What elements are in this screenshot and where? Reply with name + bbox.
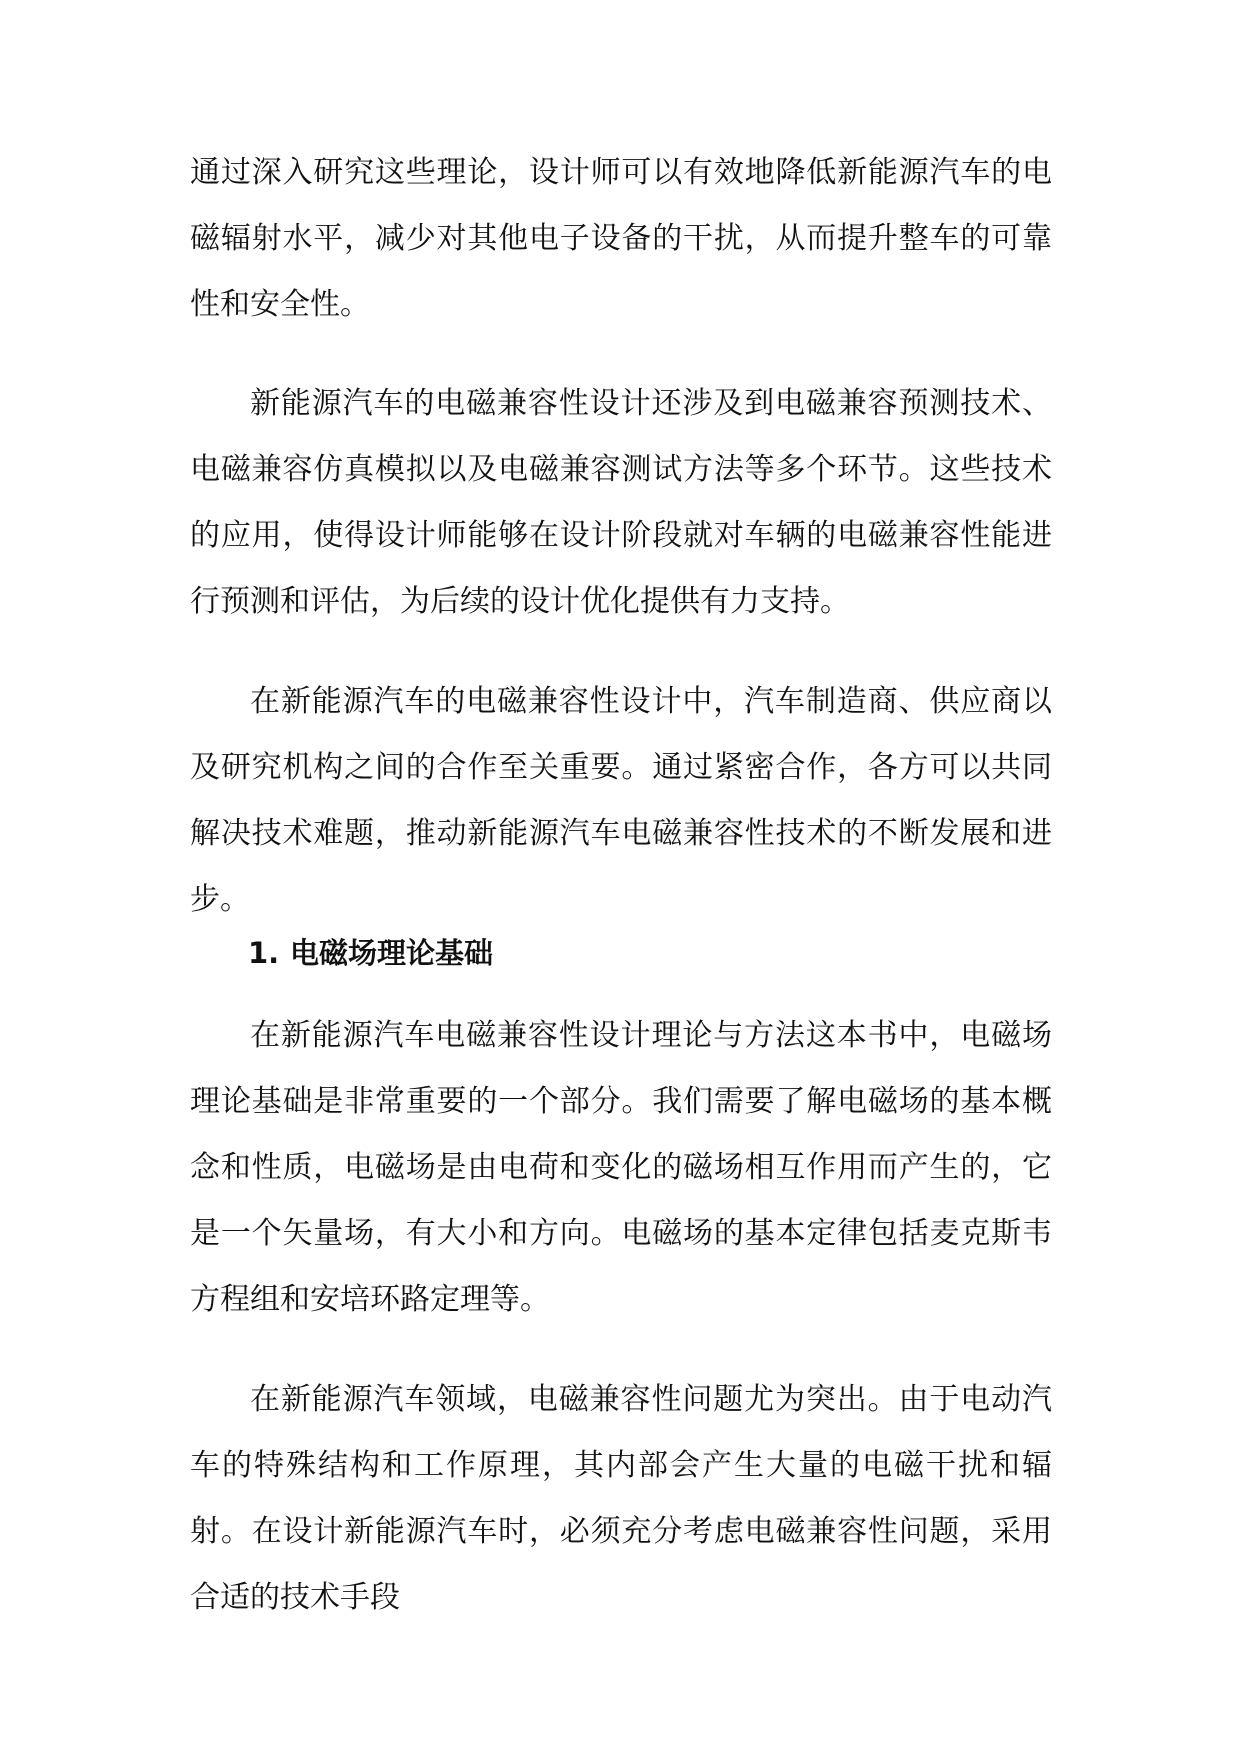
section-title: 电磁场理论基础 xyxy=(290,936,494,970)
section-heading xyxy=(248,920,493,986)
paragraph-continuation: 通过深入研究这些理论，设计师可以有效地降低新能源汽车的电磁辐射水平，减少对其他电子设备的干扰，从而提升整车的可靠性和安全性。 xyxy=(190,155,1052,322)
section-number: 1. xyxy=(248,936,280,970)
paragraph-nev-emc-issues: 在新能源汽车领域，电磁兼容性问题尤为突出。由于电动汽车的特殊结构和工作原理，其内部会产生大量的电磁干扰和辐射。在设计新能源汽车时，必须充分考虑电磁兼容性问题，采用合适的技术手段 xyxy=(190,1382,1052,1615)
paragraph-em-field-basics: 在新能源汽车电磁兼容性设计理论与方法这本书中，电磁场理论基础是非常重要的一个部分。我们需要了解电磁场的基本概念和性质，电磁场是由电荷和变化的磁场相互作用而产生的，它是一个矢量场，有大小和方向。电磁场的基本定律包括麦克斯韦方程组和安培环路定理等。 xyxy=(190,1018,1052,1317)
paragraph-collaboration: 在新能源汽车的电磁兼容性设计中，汽车制造商、供应商以及研究机构之间的合作至关重要。通过紧密合作，各方可以共同解决技术难题，推动新能源汽车电磁兼容性技术的不断发展和进步。 xyxy=(190,684,1052,917)
paragraph-emc-techniques: 新能源汽车的电磁兼容性设计还涉及到电磁兼容预测技术、电磁兼容仿真模拟以及电磁兼容测试方法等多个环节。这些技术的应用，使得设计师能够在设计阶段就对车辆的电磁兼容性能进行预测和评估，为后续的设计优化提供有力支持。 xyxy=(190,386,1052,619)
